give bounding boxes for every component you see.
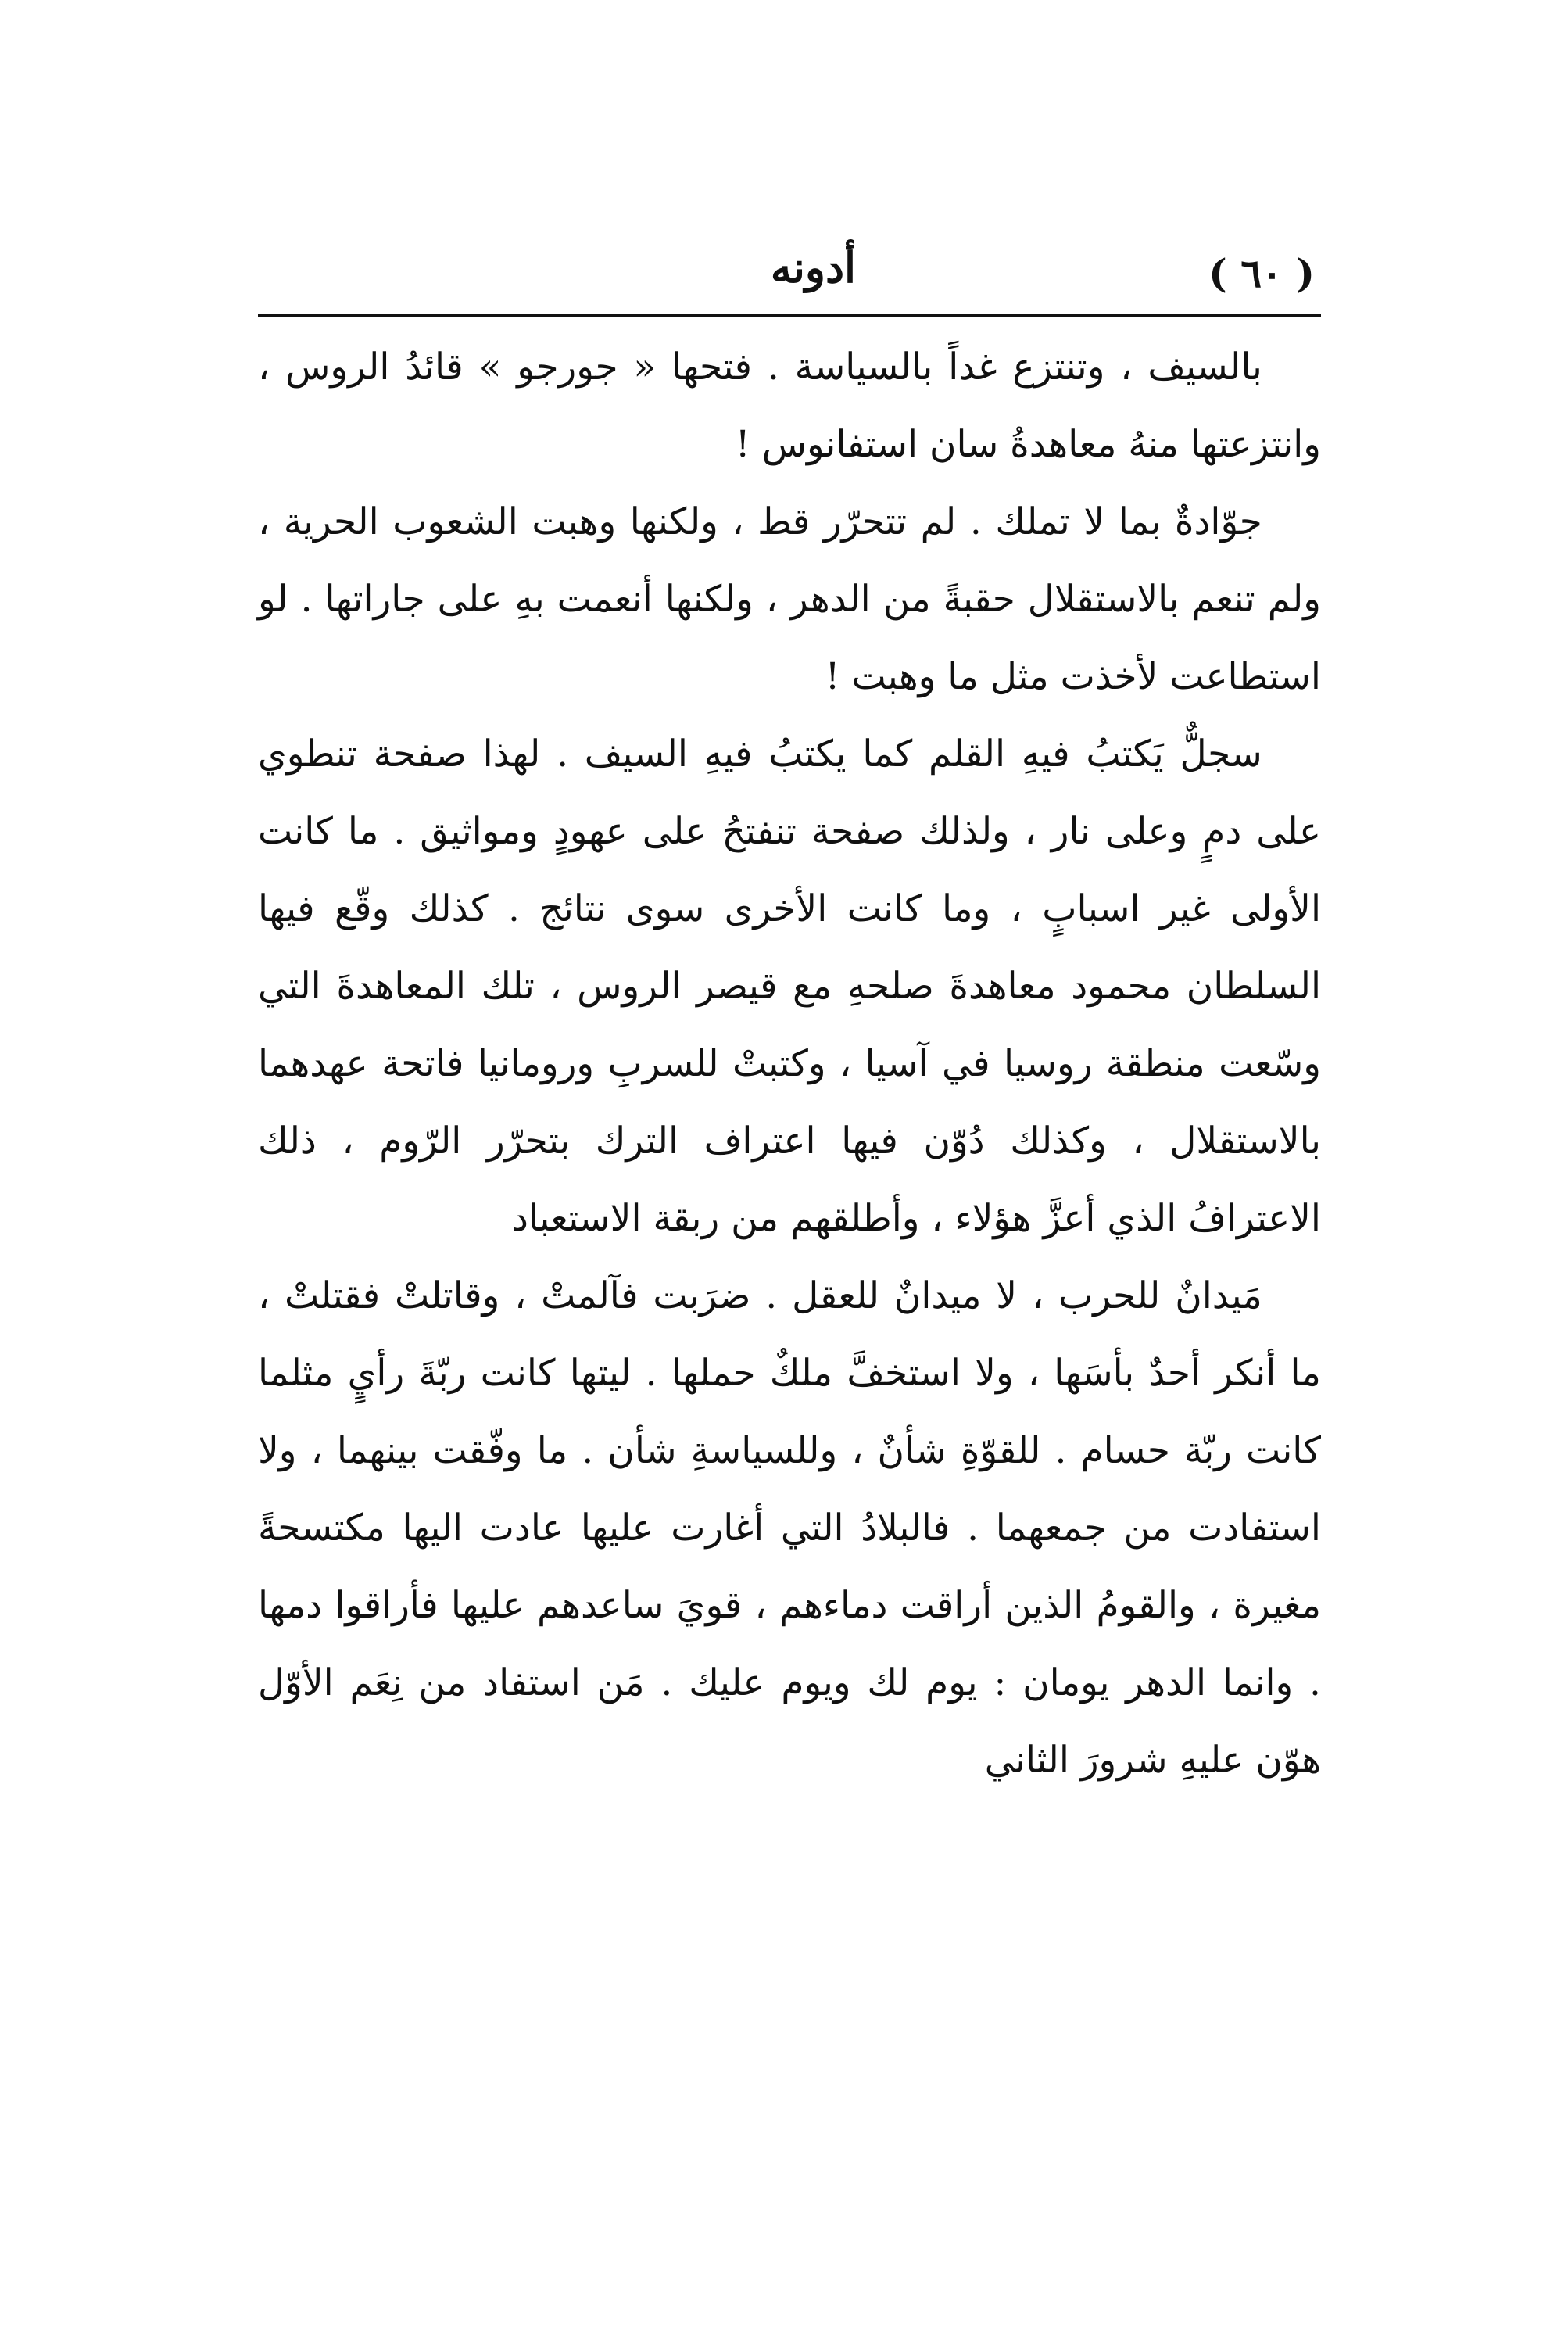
header-rule bbox=[258, 314, 1321, 317]
page-number: ( ٦٠ ) bbox=[1208, 250, 1315, 296]
paragraph: جوّادةٌ بما لا تملك . لم تتحرّر قط ، ولكنها وهبت الشعوب الحرية ، ولم تنعم بالاستقلال حقبةً من الدهر ، ولكنها أنعمت بهِ على جاراتها . لو استطاعت لأخذت مثل ما وهبت ! bbox=[258, 500, 1321, 698]
page-header bbox=[258, 235, 1321, 305]
paragraph: سجلٌّ يَكتبُ فيهِ القلم كما يكتبُ فيهِ السيف . لهذا صفحة تنطوي على دمٍ وعلى نار ، ولذلك صفحة تنفتحُ على عهودٍ ومواثيق . ما كانت الأولى غير اسبابٍ ، وما كانت الأخرى سوى نتائج . كذلك وقّع فيها السلطان محمود معاهدةَ صلحهِ مع قيصر الروس ، تلك المعاهدةَ التي وسّعت منطقة روسيا في آسيا ، وكتبتْ للسربِ ورومانيا فاتحة عهدهما بالاستقلال ، وكذلك دُوّن فيها اعتراف الترك بتحرّر الرّوم ، ذلك الاعترافُ الذي أعزَّ هؤلاء ، وأطلقهم من ربقة الاستعباد bbox=[258, 733, 1321, 1240]
running-title: أدونه bbox=[770, 242, 856, 292]
paragraph: مَيدانٌ للحرب ، لا ميدانٌ للعقل . ضرَبت فآلمتْ ، وقاتلتْ فقتلتْ ، ما أنكر أحدٌ بأسَها ، ولا استخفَّ ملكٌ حملها . ليتها كانت ربّةَ رأيٍ مثلما كانت ربّة حسام . للقوّةِ شأنٌ ، وللسياسةِ شأن . ما وفّقت بينهما ، ولا استفادت من جمعهما . فالبلادُ التي أغارت عليها عادت اليها مكتسحةً مغيرة ، والقومُ الذين أراقت دماءهم ، قويَ ساعدهم عليها فأراقوا دمها . وانما الدهر يومان : يوم لك ويوم عليك . مَن استفاد من نِعَم الأوّل هوّن عليهِ شرورَ الثاني bbox=[258, 1274, 1321, 1782]
body-text bbox=[258, 328, 1321, 1799]
paragraph: بالسيف ، وتنتزع غداً بالسياسة . فتحها « جورجو » قائدُ الروس ، وانتزعتها منهُ معاهدةُ سان استفانوس ! bbox=[258, 346, 1321, 466]
